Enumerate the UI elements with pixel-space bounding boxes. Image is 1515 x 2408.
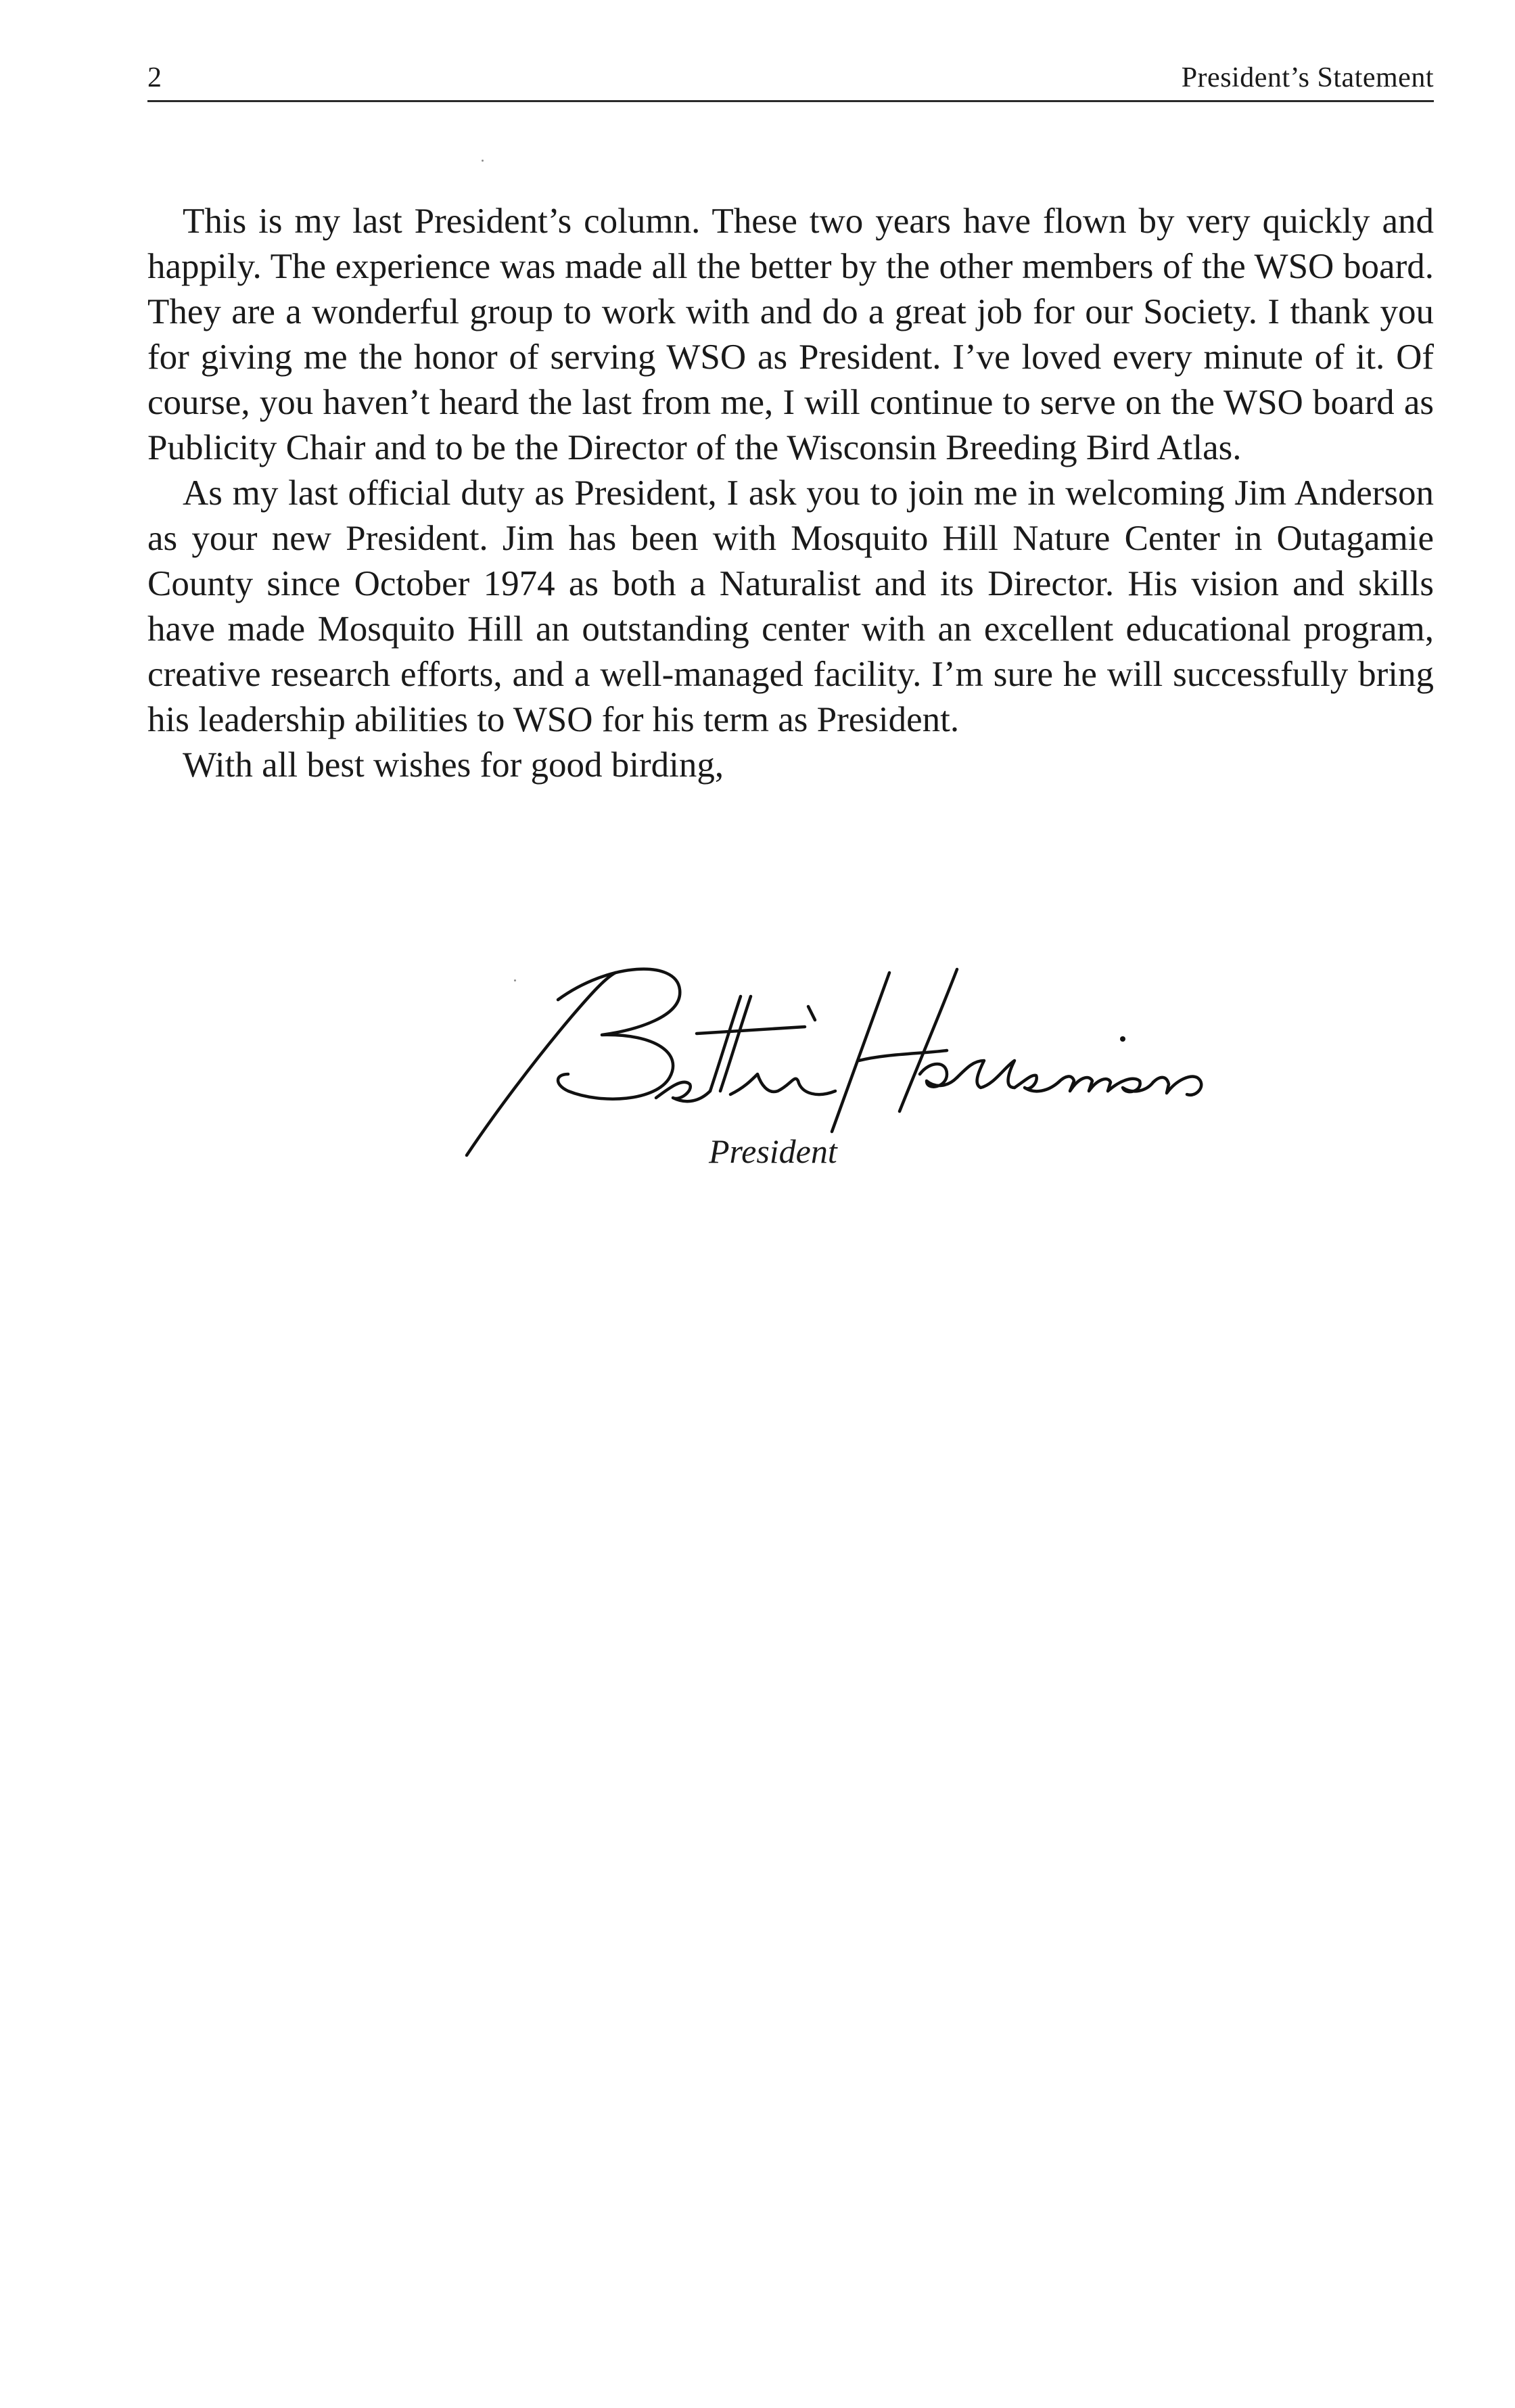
closing-line: With all best wishes for good birding, — [183, 745, 724, 785]
scan-speck — [482, 160, 484, 162]
page-header — [147, 58, 1434, 102]
article-body — [147, 199, 1434, 788]
page-number: 2 — [147, 62, 162, 93]
paragraph-1: This is my last President’s column. These two years have flown by very quickly and happily. The experience was made all the better by the other members of the WSO board. They are a wonderful group to work with and do a great job for our Society. I thank you for giving me the honor of serving WSO as President. I’ve loved every minute of it. Of course, you haven’t heard the last from me, I will continue to serve on the WSO board as Publicity Chair and to be the Director of the Wisconsin Breeding Bird Atlas. — [147, 202, 1434, 467]
running-head: President’s Statement — [1181, 62, 1434, 93]
paragraph-2: As my last official duty as President, I ask you to join me in welcoming Jim Anderson as your new President. Jim has been with Mosquito Hill Nature Center in Outagamie County since October 1974 as both a Naturalist and its Director. His vision and skills have made Mosquito Hill an outstanding center with an excellent educational program, creative research efforts, and a well-managed facility. I’m sure he will successfully bring his leadership abilities to WSO for his term as President. — [147, 473, 1434, 739]
signatory-title: President — [709, 1132, 837, 1170]
